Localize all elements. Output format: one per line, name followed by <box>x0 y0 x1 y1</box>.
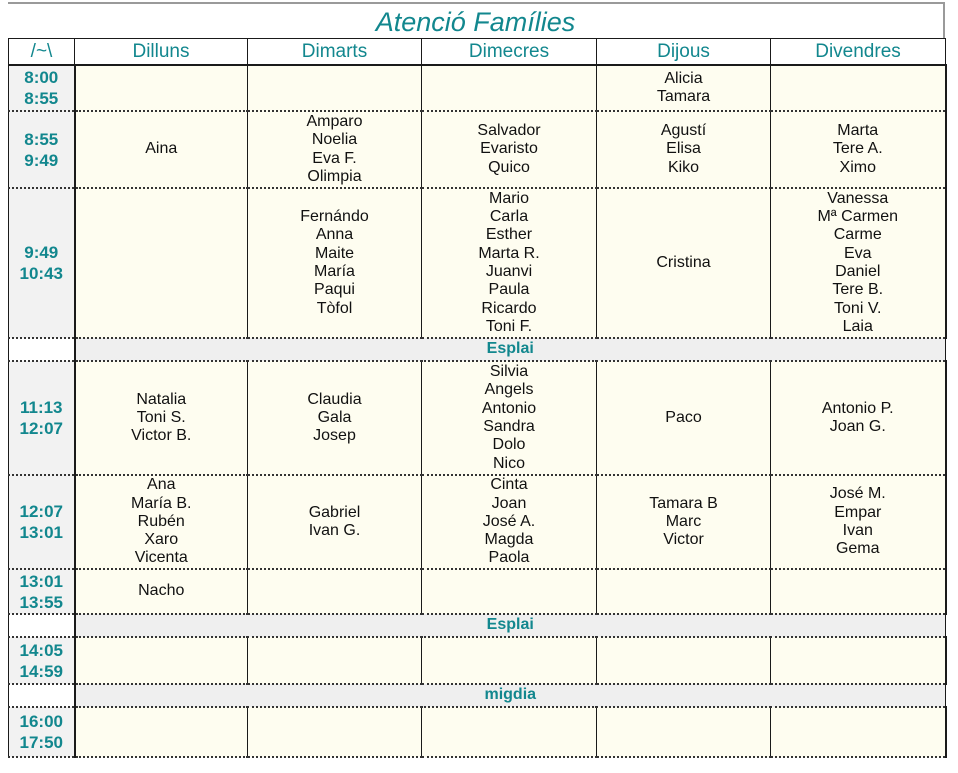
break-label: migdia <box>75 684 946 707</box>
time-slot-cell <box>9 637 75 684</box>
schedule-cell-dimarts <box>248 707 422 757</box>
schedule-body <box>9 65 946 757</box>
schedule-cell-dilluns <box>75 111 248 188</box>
time-slot-row <box>9 637 946 684</box>
family-name: Ivan G. <box>308 522 361 539</box>
time-slot-row <box>9 361 946 475</box>
family-name: Salvador <box>477 122 541 140</box>
schedule-cell-divendres <box>771 188 946 338</box>
family-name: Victor <box>663 531 704 549</box>
time-end: 14:59 <box>19 661 63 681</box>
family-name: María B. <box>131 494 192 512</box>
family-name: Elisa <box>666 140 701 158</box>
family-name: Angels <box>484 381 534 399</box>
family-name: Ximo <box>839 158 876 176</box>
schedule-cell-divendres <box>771 111 946 188</box>
time-start: 16:00 <box>19 712 63 731</box>
time-start: 11:13 <box>19 398 63 417</box>
time-slot-cell <box>9 707 75 757</box>
family-name: Anna <box>315 226 354 244</box>
family-name: Toni S. <box>136 408 186 426</box>
family-name: Rubén <box>137 512 185 530</box>
schedule-cell-dijous <box>597 569 771 614</box>
schedule-cell-dimarts <box>248 475 422 569</box>
schedule-cell-dimarts <box>248 637 422 684</box>
family-name: Empar <box>834 503 882 521</box>
family-name: Gala <box>317 408 352 426</box>
schedule-cell-divendres <box>771 569 946 614</box>
time-end: 10:43 <box>19 264 63 283</box>
schedule-cell-dilluns <box>75 569 248 614</box>
schedule-cell-dijous <box>597 637 771 684</box>
family-name: Carla <box>489 208 529 226</box>
family-name: Marta R. <box>478 244 540 262</box>
day-header-dimarts: Dimarts <box>248 39 422 66</box>
time-start: 13:01 <box>19 571 63 591</box>
break-time-cell <box>9 614 75 637</box>
family-name: Fernándo <box>300 208 369 226</box>
time-slot-row <box>9 188 946 338</box>
schedule-table <box>8 38 947 758</box>
schedule-cell-dijous <box>597 361 771 475</box>
schedule-sheet <box>8 2 945 758</box>
schedule-cell-dijous <box>597 65 771 111</box>
break-time-cell <box>9 338 75 361</box>
schedule-cell-dimecres <box>422 569 597 614</box>
schedule-cell-dijous <box>597 111 771 188</box>
time-slot-row <box>9 475 946 569</box>
day-header-dijous: Dijous <box>597 39 771 66</box>
schedule-cell-dilluns <box>75 361 248 475</box>
family-name: María <box>314 263 355 280</box>
family-name: Nacho <box>138 582 185 600</box>
family-name: Vicenta <box>134 549 188 567</box>
family-name: Vanessa <box>827 189 889 207</box>
family-name: Xaro <box>144 531 179 549</box>
schedule-cell-dijous <box>597 188 771 338</box>
schedule-cell-dimecres <box>422 111 597 188</box>
family-name: Joan G. <box>829 418 886 435</box>
family-name: Tamara B <box>649 494 718 512</box>
page-title: Atenció Famílies <box>8 2 945 38</box>
family-name: José A. <box>482 512 536 530</box>
family-name: Maite <box>314 244 355 262</box>
family-name: José M. <box>829 485 886 503</box>
time-slot-row <box>9 569 946 614</box>
time-end: 13:55 <box>19 592 63 612</box>
family-name: Ricardo <box>481 299 537 317</box>
family-name: Carme <box>833 226 882 244</box>
time-end: 12:07 <box>19 419 63 438</box>
schedule-cell-dilluns <box>75 707 248 757</box>
time-start: 8:55 <box>24 129 59 149</box>
family-name: Paqui <box>314 281 355 299</box>
break-row <box>9 614 946 637</box>
time-end: 13:01 <box>19 523 63 542</box>
time-slot-row <box>9 65 946 111</box>
time-slot-row <box>9 111 946 188</box>
break-time-cell <box>9 684 75 707</box>
family-name: Laia <box>842 317 873 335</box>
family-name: Gema <box>835 540 880 558</box>
family-name: Paula <box>488 281 530 299</box>
family-name: Evaristo <box>480 140 538 158</box>
schedule-cell-dimecres <box>422 361 597 475</box>
family-name: Paco <box>665 408 702 426</box>
schedule-cell-dimarts <box>248 65 422 111</box>
time-slot-cell <box>9 475 75 569</box>
time-slot-cell <box>9 569 75 614</box>
family-name: Quico <box>488 158 530 176</box>
corner-header: /~\ <box>9 39 75 66</box>
family-name: Magda <box>484 531 534 549</box>
time-start: 8:00 <box>24 68 59 87</box>
schedule-cell-dimecres <box>422 707 597 757</box>
break-label: Esplai <box>75 614 946 637</box>
family-name: Kiko <box>667 158 700 176</box>
time-slot-cell <box>9 65 75 111</box>
schedule-cell-dimarts <box>248 569 422 614</box>
time-end: 17:50 <box>19 733 63 752</box>
family-name: Claudia <box>307 390 362 408</box>
family-name: Eva F. <box>312 149 357 167</box>
day-header-dimecres: Dimecres <box>422 39 597 66</box>
schedule-cell-dilluns <box>75 637 248 684</box>
schedule-cell-dimarts <box>248 111 422 188</box>
family-name: Nico <box>492 454 525 472</box>
time-slot-cell <box>9 188 75 338</box>
family-name: Eva <box>843 244 872 262</box>
family-name: Daniel <box>835 263 881 280</box>
day-header-dilluns: Dilluns <box>75 39 248 66</box>
schedule-cell-divendres <box>771 361 946 475</box>
schedule-cell-dilluns <box>75 65 248 111</box>
family-name: Mª Carmen <box>817 208 899 226</box>
schedule-cell-dimecres <box>422 475 597 569</box>
family-name: Juanvi <box>485 263 533 280</box>
family-name: Tamara <box>656 88 711 105</box>
family-name: Marc <box>665 512 702 530</box>
family-name: Joan <box>491 494 527 512</box>
schedule-cell-divendres <box>771 65 946 111</box>
family-name: Cristina <box>656 253 711 271</box>
time-start: 9:49 <box>24 243 59 262</box>
family-name: Tòfol <box>316 299 353 317</box>
time-slot-cell <box>9 111 75 188</box>
family-name: Marta <box>837 122 879 140</box>
family-name: Ana <box>147 476 176 494</box>
time-start: 12:07 <box>19 502 63 521</box>
schedule-cell-dijous <box>597 707 771 757</box>
time-end: 9:49 <box>24 150 59 170</box>
family-name: Antonio P. <box>821 399 894 417</box>
break-row <box>9 338 946 361</box>
family-name: Victor B. <box>131 427 192 445</box>
schedule-cell-dijous <box>597 475 771 569</box>
schedule-cell-dimarts <box>248 188 422 338</box>
schedule-cell-divendres <box>771 475 946 569</box>
family-name: Esther <box>485 226 533 244</box>
schedule-cell-divendres <box>771 637 946 684</box>
family-name: Agustí <box>660 122 707 140</box>
time-slot-row <box>9 707 946 757</box>
family-name: Silvia <box>489 363 529 381</box>
family-name: Dolo <box>492 436 526 454</box>
family-name: Cinta <box>490 476 528 494</box>
family-name: Tere A. <box>832 140 883 158</box>
schedule-cell-dimecres <box>422 65 597 111</box>
schedule-cell-dimecres <box>422 637 597 684</box>
family-name: Natalia <box>136 390 187 408</box>
family-name: Ivan <box>842 522 873 539</box>
schedule-cell-dilluns <box>75 188 248 338</box>
family-name: Toni F. <box>485 317 533 335</box>
break-row <box>9 684 946 707</box>
family-name: Toni V. <box>834 299 882 317</box>
family-name: Noelia <box>311 131 358 149</box>
time-slot-cell <box>9 361 75 475</box>
family-name: Amparo <box>306 112 363 130</box>
family-name: Sandra <box>483 418 535 435</box>
header-row <box>9 39 946 66</box>
break-label: Esplai <box>75 338 946 361</box>
family-name: Olimpia <box>307 167 362 185</box>
schedule-cell-dimarts <box>248 361 422 475</box>
schedule-cell-divendres <box>771 707 946 757</box>
schedule-cell-dilluns <box>75 475 248 569</box>
family-name: Aina <box>145 140 178 158</box>
day-header-divendres: Divendres <box>771 39 946 66</box>
family-name: Tere B. <box>832 281 884 299</box>
family-name: Paola <box>488 549 530 567</box>
schedule-cell-dimecres <box>422 188 597 338</box>
time-end: 8:55 <box>24 89 59 108</box>
family-name: Alicia <box>664 69 703 87</box>
family-name: Mario <box>488 189 529 207</box>
family-name: Josep <box>313 427 356 445</box>
time-start: 14:05 <box>19 640 63 660</box>
family-name: Gabriel <box>308 503 361 521</box>
family-name: Antonio <box>481 399 537 417</box>
